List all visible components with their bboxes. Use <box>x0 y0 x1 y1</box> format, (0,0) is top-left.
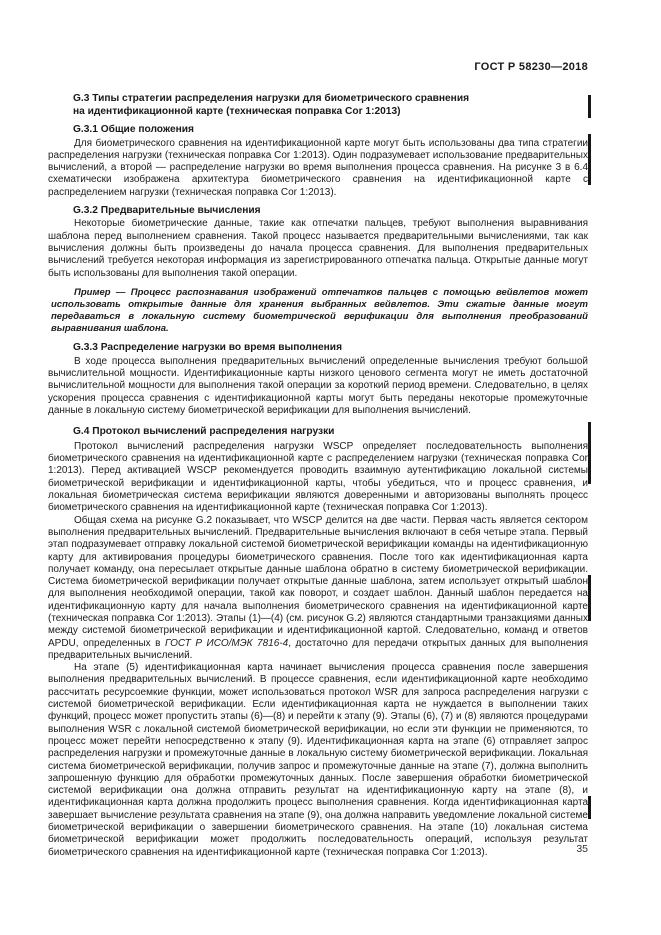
paragraph-g4-2 <box>48 515 588 663</box>
paragraph-g4-2-text: Общая схема на рисунке G.2 показывает, что WSCP делится на две части. Первая часть является сектором выполнения предварительных вычислений. Предварительные вычисления включают в себя четыре этапа. Первый этап подразумевает отправку локальной системой биометрической верификации команды на идентификационную карту для активирования процедуры биометрического сравнения. После того как идентификационная карта получает команду, она пересылает открытые данные шаблона обратно в систему биометрической верификации. Система биометрической верификации получает открытые данные шаблона, затем использует открытый шаблон для выполнения необходимой операции, такой как поворот, и создает шаблон. Данный шаблон передается на идентификационную карту для начала выполнения биометрического сравнения на идентификационной карте (техническая поправка Cor 1:2013). Этапы (1)—(4) (см. рисунок G.2) являются стандартными транзакциями данных между системой биометрической верификации и идентификационной картой. Следовательно, команд и ответов APDU, определенных в <box>48 514 588 649</box>
example-block: Пример — Процесс распознавания изображений отпечатков пальцев с помощью вейвлетов может использовать открытые данные для хранения выбранных вейвлетов. Эти сжатые данные могут передаваться в локальную систему биометрической верификации для выполнения преобразований выравнивания шаблона. <box>51 286 588 335</box>
document-body <box>48 93 588 859</box>
change-bar <box>588 796 591 819</box>
change-bar <box>588 575 591 621</box>
heading-g3-3: G.3.3 Распределение нагрузки во время выполнения <box>73 342 343 354</box>
paragraph-g3-1: Для биометрического сравнения на идентификационной карте могут быть использованы два типа стратегии распределения нагрузки (техническая поправка Cor 1:2013). Один подразумевает использование предварительных вычислений, а второй — распределение нагрузки во время выполнения процесса сравнения. На рисунке 3 в 6.4 схематически изображена архитектура биометрического сравнения на идентификационной карте с распределением нагрузки (техническая поправка Cor 1:2013). <box>48 137 588 198</box>
page-number: 35 <box>576 843 588 855</box>
paragraph-g4-2-tail: , достаточно для передачи открытых данных для выполнения предварительных вычислений. <box>48 637 588 661</box>
running-header: ГОСТ Р 58230—2018 <box>474 61 588 73</box>
heading-g3 <box>48 93 588 118</box>
heading-g3-line2: на идентификационной карте (техническая поправка Cor 1:2013) <box>73 105 401 117</box>
heading-g3-1: G.3.1 Общие положения <box>73 124 194 135</box>
change-bar <box>588 95 591 118</box>
heading-g4: G.4 Протокол вычислений распределения нагрузки <box>73 426 335 438</box>
change-bar <box>588 134 591 185</box>
paragraph-g4-1: Протокол вычислений распределения нагрузки WSCP определяет последовательность выполнения биометрического сравнения на идентификационной карте с распределением нагрузки (техническая поправка Cor 1:2013). Перед активацией WSCP рекомендуется проводить взаимную аутентификацию локальной системы биометрической верификации и идентификационной карты, чтобы убедиться, что и процесс сравнения, и локальная биометрическая система верификации являются доверенными и авторизованы выполнять процесс биометрического сравнения на идентификационной карте (техническая поправка Cor 1:2013). <box>48 440 588 514</box>
standard-reference: ГОСТ Р ИСО/МЭК 7816-4 <box>164 637 289 649</box>
heading-g3-2: G.3.2 Предварительные вычисления <box>73 204 261 216</box>
paragraph-g4-3: На этапе (5) идентификационная карта начинает вычисления процесса сравнения после завершения выполнения предварительных вычислений. В процессе сравнения, если идентификационной карте необходимо рассчитать ресурсоемкие функции, может использоваться протокол WSR для запроса распределения нагрузки с системой биометрической верификации. Если идентификационная карта не нуждается в выполнении таких функций, процесс может пропустить этапы (6)—(8) и перейти к этапу (9). Этапы (6), (7) и (8) являются процедурами выполнения WSR с локальной системой биометрической верификации, но если эти функции не применяются, то процесс может перейти непосредственно к этапу (9). Идентификационная карта на этапе (6) отправляет запрос распределения нагрузки и промежуточные данные в локальную систему биометрической верификации. Локальная система биометрической верификации, получив запрос и промежуточные данные на этапе (7), должна выполнить запрошенную функцию для обработки промежуточных данных. После завершения обработки биометрической системой верификации она должна отправить результат на идентификационную карту на этапе (8), и идентификационная карта должна продолжить процесс выполнения сравнения. Когда идентификационная карта завершает вычисление результата сравнения на этапе (9), она должна направить уведомление локальной системе биометрической верификации о завершении биометрического сравнения. На этапе (10) локальная система биометрической верификации может продолжить последовательность операций, используя результат биометрического сравнения на идентификационной карте (техническая поправка Cor 1:2013). <box>48 662 588 858</box>
heading-g3-line1: G.3 Типы стратегии распределения нагрузки для биометрического сравнения <box>73 93 470 104</box>
paragraph-g3-2: Некоторые биометрические данные, такие как отпечатки пальцев, требуют выполнения выравнивания шаблона перед выполнением сравнения. Такой процесс называется предварительными вычислениями, так как вычисления должны быть произведены до начала процесса сравнения. Для выполнения предварительных вычислений требуется некоторая информация из зарегистрированного отпечатка пальца. Открытые данные могут быть использованы для выполнения такой операции. <box>48 218 588 279</box>
change-bar <box>588 422 591 484</box>
paragraph-g3-3: В ходе процесса выполнения предварительных вычислений определенные вычисления требуют большой вычислительной мощности. Идентификационные карты низкого ценового сегмента могут не иметь достаточной вычислительной мощности для выполнения такой операции за короткий период времени. Следовательно, в целях ускорения процесса сравнения с идентификационной карты могут быть переданы некоторые промежуточные данные в локальную систему биометрической верификации для выполнения вычислений. <box>48 355 588 417</box>
